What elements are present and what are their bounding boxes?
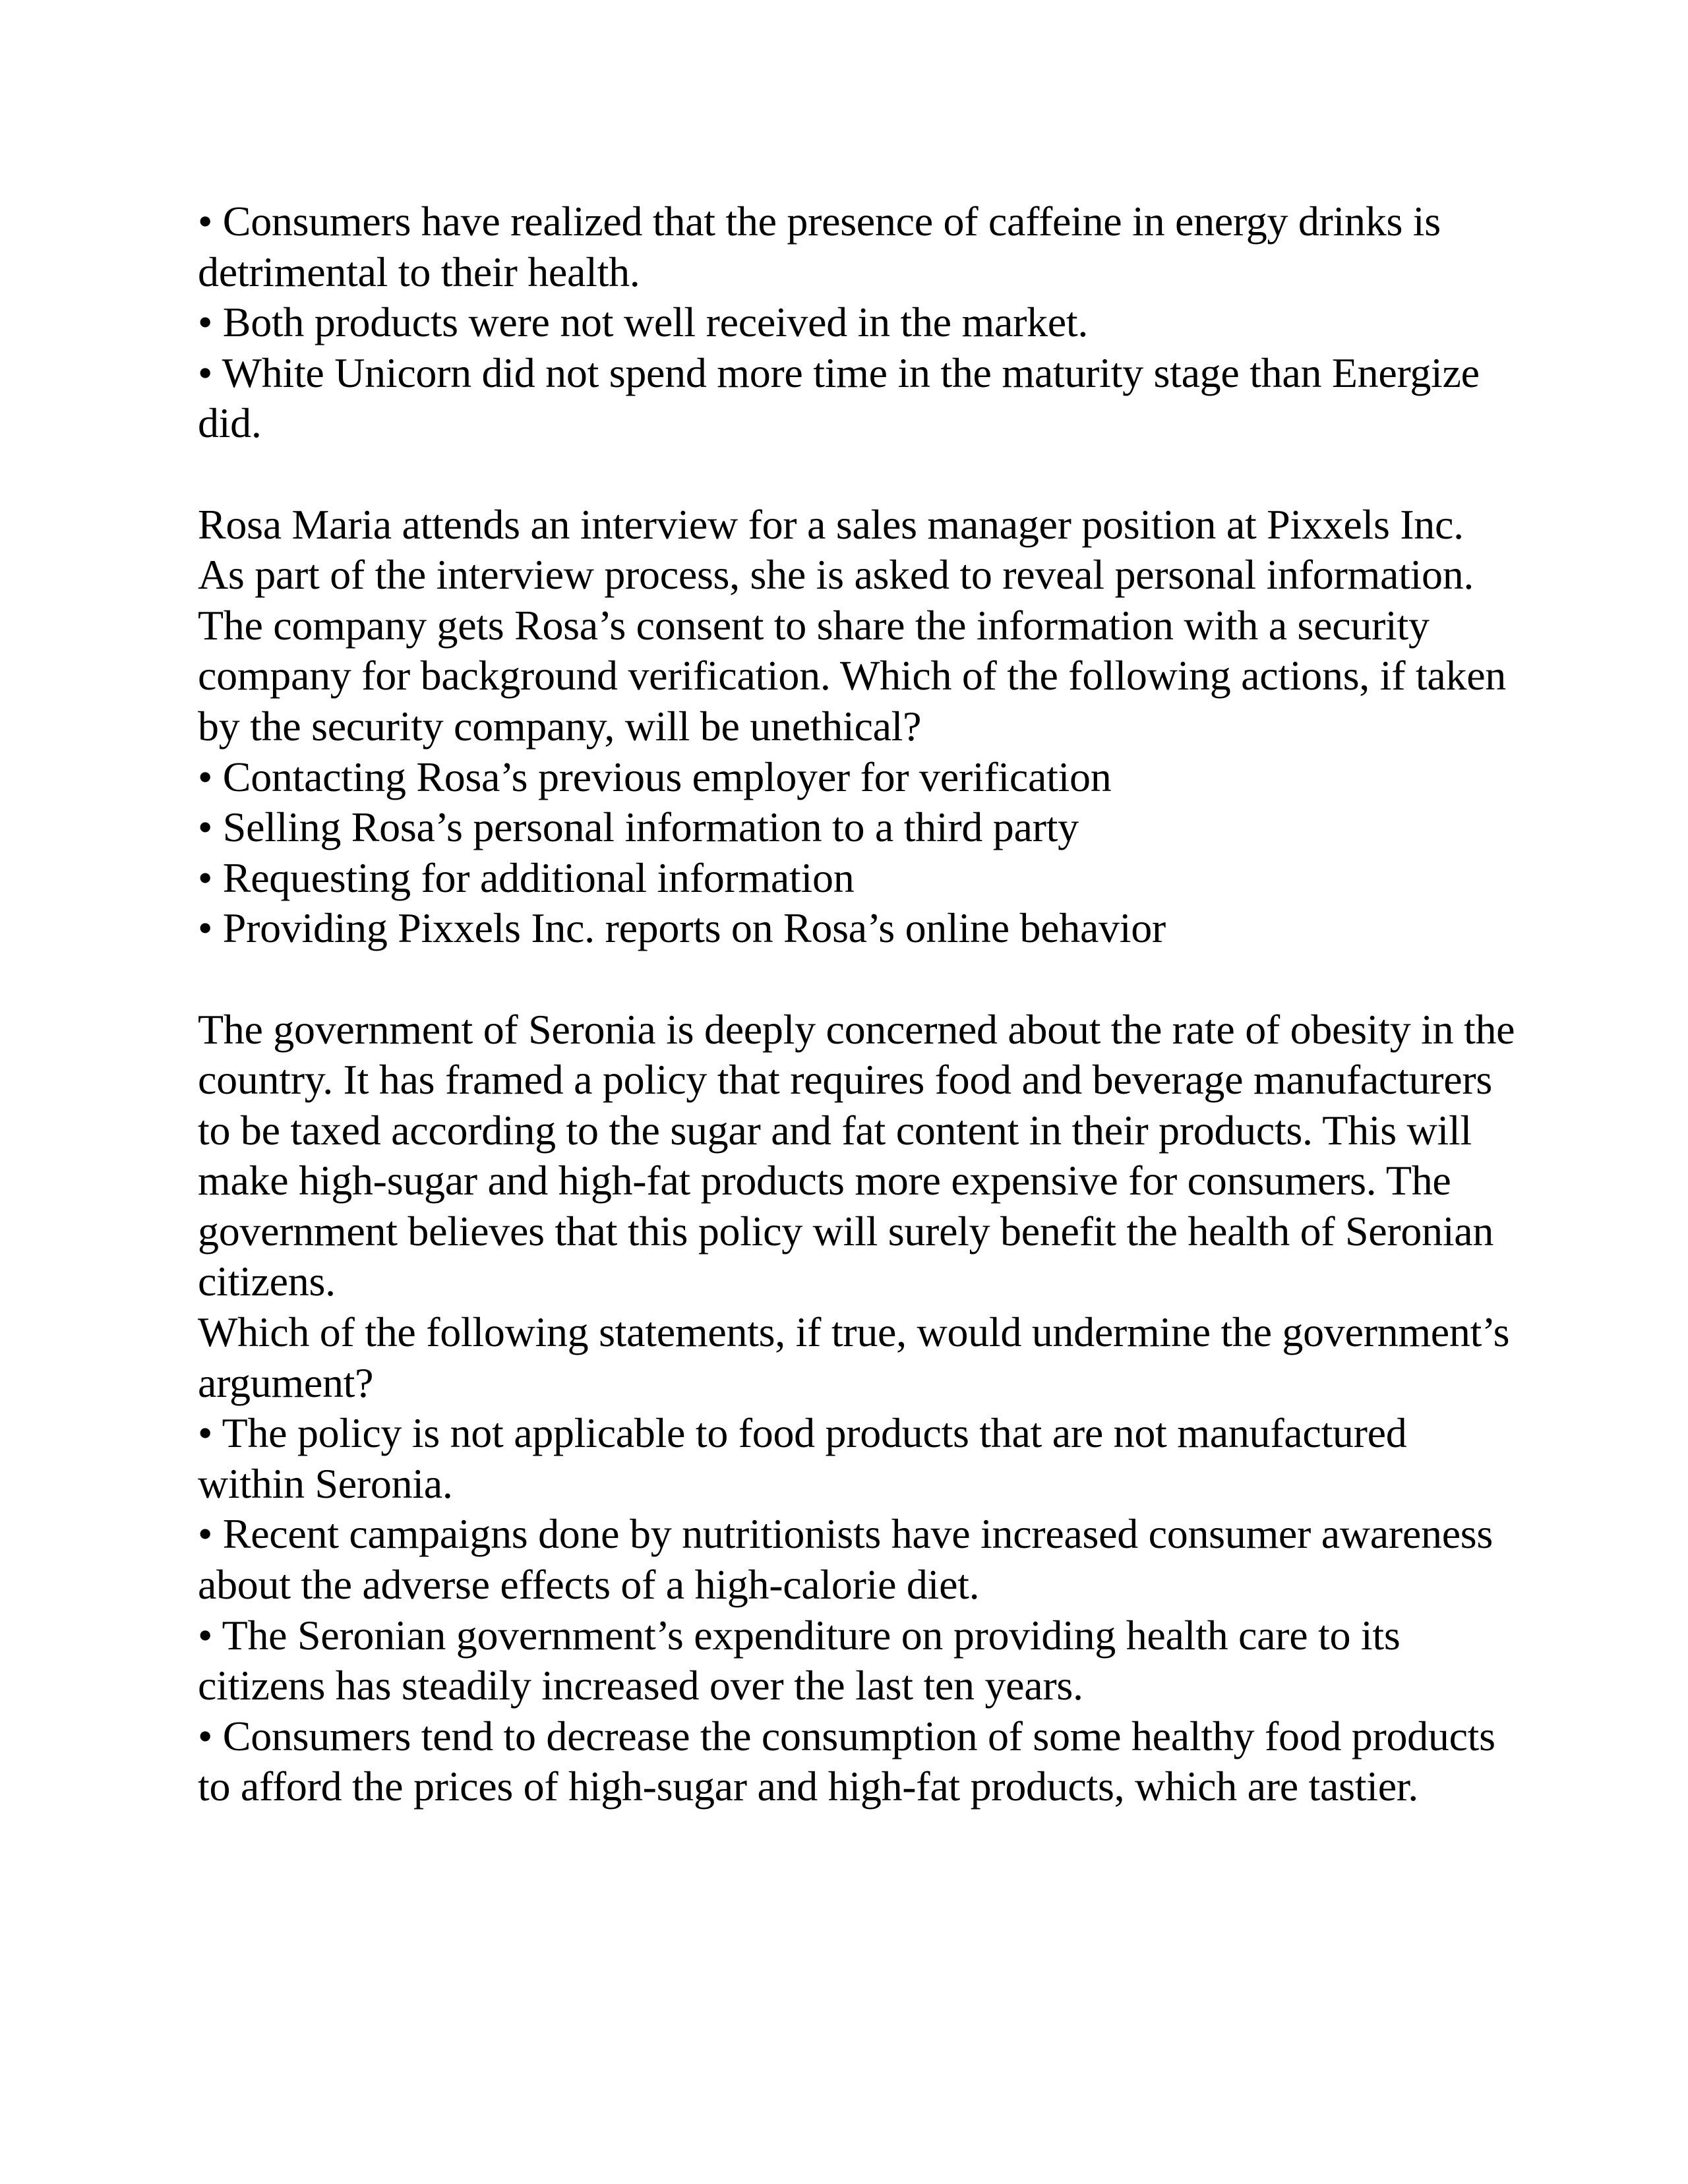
question-block-2 xyxy=(198,500,1517,954)
option-item: • Requesting for additional information xyxy=(198,854,855,901)
paragraph-gap xyxy=(198,954,1517,1005)
option-item: • Consumers have realized that the presence of caffeine in energy drinks is detrimental to their health. xyxy=(198,198,1441,295)
option-item: • Both products were not well received in the market. xyxy=(198,299,1089,346)
passage-text: The government of Seronia is deeply concerned about the rate of obesity in the country. It has framed a policy that requires food and beverage manufacturers to be taxed according to the sugar and fat content in their products. This will make high-sugar and high-fat products more expensive for consumers. The government believes that this policy will surely benefit the health of Seronian citizens. xyxy=(198,1005,1515,1305)
option-item: • White Unicorn did not spend more time in the maturity stage than Energize did. xyxy=(198,349,1480,447)
question-text: Which of the following statements, if true, would undermine the government’s argument? xyxy=(198,1309,1510,1406)
question-text: Rosa Maria attends an interview for a sales manager position at Pixxels Inc. As part of the interview process, she is asked to reveal personal information. The company gets Rosa’s consent to share the information with a security company for background verification. Which of the following actions, if taken by the security company, will be unethical? xyxy=(198,500,1506,750)
document-content xyxy=(198,196,1517,1812)
option-item: • Recent campaigns done by nutritionists have increased consumer awareness about the adverse effects of a high-calorie diet. xyxy=(198,1510,1493,1608)
answer-options-block-1 xyxy=(198,196,1517,449)
option-item: • Consumers tend to decrease the consumption of some healthy food products to afford the prices of high-sugar and high-fat products, which are tastier. xyxy=(198,1712,1495,1810)
question-block-3 xyxy=(198,1005,1517,1813)
option-item: • Selling Rosa’s personal information to a third party xyxy=(198,804,1079,851)
option-item: • The Seronian government’s expenditure on providing health care to its citizens has steadily increased over the last ten years. xyxy=(198,1611,1401,1709)
option-item: • Providing Pixxels Inc. reports on Rosa’s online behavior xyxy=(198,904,1166,952)
option-item: • The policy is not applicable to food products that are not manufactured within Seronia. xyxy=(198,1409,1407,1507)
paragraph-gap xyxy=(198,449,1517,500)
option-item: • Contacting Rosa’s previous employer for verification xyxy=(198,753,1112,800)
